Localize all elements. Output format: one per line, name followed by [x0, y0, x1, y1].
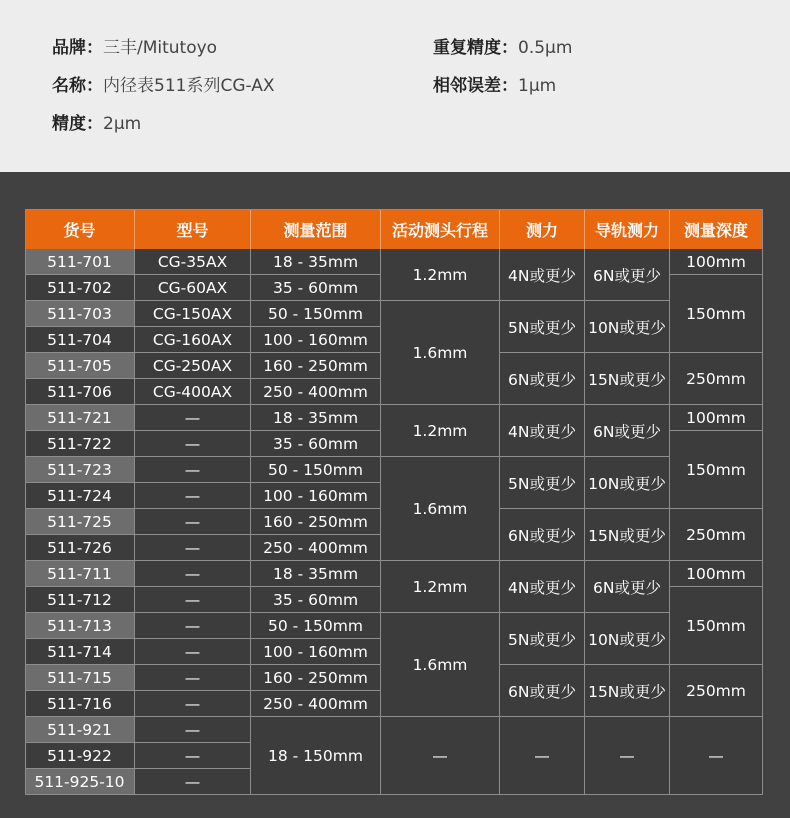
stroke-cell: 1.6mm [381, 613, 500, 717]
model-cell: CG-160AX [135, 327, 251, 353]
header-cell: 导轨测力 [585, 209, 670, 249]
item-number-cell: 511-722 [25, 431, 135, 457]
item-number-cell: 511-705 [25, 353, 135, 379]
guide-force-cell: 15N或更少 [585, 665, 670, 717]
model-cell: — [135, 535, 251, 561]
force-cell: 5N或更少 [500, 613, 585, 665]
model-cell: — [135, 717, 251, 743]
range-cell: 35 - 60mm [251, 275, 381, 301]
repeat-label: 重复精度： [433, 38, 518, 58]
force-cell: 6N或更少 [500, 509, 585, 561]
product-info-panel [0, 0, 790, 172]
model-cell: — [135, 405, 251, 431]
item-number-cell: 511-701 [25, 249, 135, 275]
range-cell: 18 - 35mm [251, 561, 381, 587]
item-number-cell: 511-703 [25, 301, 135, 327]
model-cell: — [135, 691, 251, 717]
depth-cell: — [670, 717, 763, 795]
item-number-cell: 511-726 [25, 535, 135, 561]
force-cell: 6N或更少 [500, 665, 585, 717]
depth-cell: 100mm [670, 249, 763, 275]
force-cell: — [500, 717, 585, 795]
guide-force-cell: 15N或更少 [585, 353, 670, 405]
spec-table [25, 209, 763, 795]
range-cell: 160 - 250mm [251, 353, 381, 379]
depth-cell: 100mm [670, 561, 763, 587]
model-cell: — [135, 431, 251, 457]
model-cell: CG-35AX [135, 249, 251, 275]
range-cell: 50 - 150mm [251, 613, 381, 639]
range-cell: 35 - 60mm [251, 587, 381, 613]
range-cell: 250 - 400mm [251, 379, 381, 405]
guide-force-cell: 10N或更少 [585, 457, 670, 509]
range-cell: 100 - 160mm [251, 327, 381, 353]
range-cell: 18 - 35mm [251, 249, 381, 275]
range-cell: 250 - 400mm [251, 535, 381, 561]
item-number-cell: 511-921 [25, 717, 135, 743]
model-cell: — [135, 483, 251, 509]
model-cell: CG-150AX [135, 301, 251, 327]
guide-force-cell: 6N或更少 [585, 561, 670, 613]
force-cell: 6N或更少 [500, 353, 585, 405]
name-row [52, 74, 275, 98]
brand-value: 三丰/Mitutoyo [103, 38, 218, 58]
stroke-cell: 1.6mm [381, 301, 500, 405]
model-cell: CG-400AX [135, 379, 251, 405]
force-cell: 4N或更少 [500, 249, 585, 301]
model-cell: — [135, 769, 251, 795]
header-cell: 测量深度 [670, 209, 763, 249]
accuracy-label: 精度： [52, 114, 103, 134]
item-number-cell: 511-725 [25, 509, 135, 535]
range-cell: 160 - 250mm [251, 665, 381, 691]
depth-cell: 250mm [670, 353, 763, 405]
model-cell: — [135, 509, 251, 535]
force-cell: 4N或更少 [500, 405, 585, 457]
depth-cell: 150mm [670, 275, 763, 353]
model-cell: CG-250AX [135, 353, 251, 379]
accuracy-value: 2µm [103, 114, 142, 134]
guide-force-cell: 10N或更少 [585, 301, 670, 353]
item-number-cell: 511-922 [25, 743, 135, 769]
force-cell: 5N或更少 [500, 301, 585, 353]
item-number-cell: 511-704 [25, 327, 135, 353]
guide-force-cell: 6N或更少 [585, 249, 670, 301]
item-number-cell: 511-716 [25, 691, 135, 717]
brand-row [52, 36, 217, 60]
model-cell: — [135, 613, 251, 639]
force-cell: 4N或更少 [500, 561, 585, 613]
accuracy-row [52, 112, 141, 136]
repeat-row [433, 36, 572, 60]
item-number-cell: 511-706 [25, 379, 135, 405]
item-number-cell: 511-702 [25, 275, 135, 301]
item-number-cell: 511-724 [25, 483, 135, 509]
item-number-cell: 511-723 [25, 457, 135, 483]
guide-force-cell: 15N或更少 [585, 509, 670, 561]
depth-cell: 150mm [670, 431, 763, 509]
name-label: 名称： [52, 76, 103, 96]
stroke-cell: — [381, 717, 500, 795]
range-cell: 250 - 400mm [251, 691, 381, 717]
item-number-cell: 511-711 [25, 561, 135, 587]
name-value: 内径表511系列CG-AX [103, 76, 275, 96]
item-number-cell: 511-713 [25, 613, 135, 639]
item-number-cell: 511-925-10 [25, 769, 135, 795]
model-cell: — [135, 587, 251, 613]
model-cell: — [135, 665, 251, 691]
range-cell: 50 - 150mm [251, 457, 381, 483]
header-cell: 活动测头行程 [381, 209, 500, 249]
guide-force-cell: — [585, 717, 670, 795]
stroke-cell: 1.2mm [381, 249, 500, 301]
range-cell: 160 - 250mm [251, 509, 381, 535]
range-cell: 18 - 35mm [251, 405, 381, 431]
model-cell: — [135, 743, 251, 769]
range-cell: 100 - 160mm [251, 483, 381, 509]
adjacent-row [433, 74, 556, 98]
depth-cell: 150mm [670, 587, 763, 665]
stroke-cell: 1.2mm [381, 561, 500, 613]
guide-force-cell: 6N或更少 [585, 405, 670, 457]
model-cell: CG-60AX [135, 275, 251, 301]
item-number-cell: 511-712 [25, 587, 135, 613]
header-cell: 测量范围 [251, 209, 381, 249]
model-cell: — [135, 561, 251, 587]
stroke-cell: 1.2mm [381, 405, 500, 457]
repeat-value: 0.5µm [518, 38, 573, 58]
brand-label: 品牌： [52, 38, 103, 58]
range-cell: 50 - 150mm [251, 301, 381, 327]
adjacent-value: 1µm [518, 76, 557, 96]
model-cell: — [135, 457, 251, 483]
item-number-cell: 511-715 [25, 665, 135, 691]
model-cell: — [135, 639, 251, 665]
header-cell: 型号 [135, 209, 251, 249]
header-cell: 货号 [25, 209, 135, 249]
item-number-cell: 511-714 [25, 639, 135, 665]
depth-cell: 250mm [670, 665, 763, 717]
range-cell: 100 - 160mm [251, 639, 381, 665]
range-cell: 18 - 150mm [251, 717, 381, 795]
force-cell: 5N或更少 [500, 457, 585, 509]
header-cell: 测力 [500, 209, 585, 249]
adjacent-label: 相邻误差： [433, 76, 518, 96]
item-number-cell: 511-721 [25, 405, 135, 431]
guide-force-cell: 10N或更少 [585, 613, 670, 665]
range-cell: 35 - 60mm [251, 431, 381, 457]
depth-cell: 250mm [670, 509, 763, 561]
depth-cell: 100mm [670, 405, 763, 431]
stroke-cell: 1.6mm [381, 457, 500, 561]
